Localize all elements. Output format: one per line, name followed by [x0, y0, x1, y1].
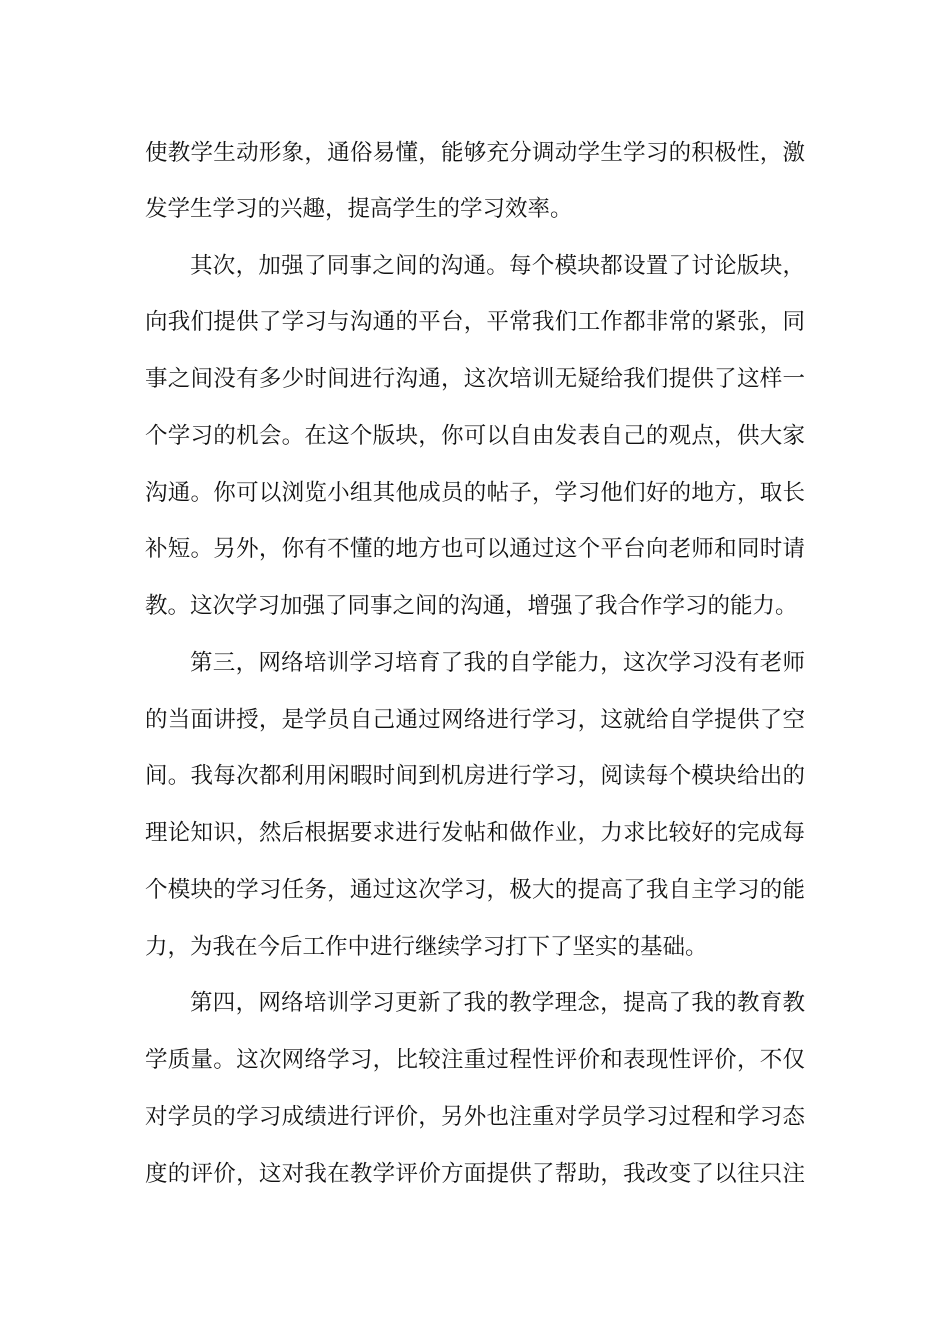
- text-line: 力，为我在今后工作中进行继续学习打下了坚实的基础。: [145, 934, 708, 960]
- text-line: 沟通。你可以浏览小组其他成员的帖子，学习他们好的地方，取长: [145, 480, 805, 506]
- text-line: 理论知识，然后根据要求进行发帖和做作业，力求比较好的完成每: [145, 820, 805, 846]
- text-line: 个学习的机会。在这个版块，你可以自由发表自己的观点，供大家: [145, 423, 805, 449]
- text-line: 个模块的学习任务，通过这次学习，极大的提高了我自主学习的能: [145, 877, 805, 903]
- text-line: 的当面讲授，是学员自己通过网络进行学习，这就给自学提供了空: [145, 707, 805, 733]
- text-line: 向我们提供了学习与沟通的平台，平常我们工作都非常的紧张，同: [145, 309, 805, 335]
- text-line: 度的评价，这对我在教学评价方面提供了帮助，我改变了以往只注: [145, 1161, 805, 1187]
- paragraph-first-line: 第三，网络培训学习培育了我的自学能力，这次学习没有老师: [190, 650, 805, 676]
- text-line: 补短。另外，你有不懂的地方也可以通过这个平台向老师和同时请: [145, 536, 805, 562]
- text-line: 发学生学习的兴趣，提高学生的学习效率。: [145, 196, 573, 222]
- text-line: 使教学生动形象，通俗易懂，能够充分调动学生学习的积极性，激: [145, 140, 805, 166]
- text-line: 教。这次学习加强了同事之间的沟通，增强了我合作学习的能力。: [145, 593, 798, 619]
- text-line: 对学员的学习成绩进行评价，另外也注重对学员学习过程和学习态: [145, 1104, 805, 1130]
- text-line: 间。我每次都利用闲暇时间到机房进行学习，阅读每个模块给出的: [145, 763, 805, 789]
- paragraph-first-line: 其次，加强了同事之间的沟通。每个模块都设置了讨论版块，: [190, 253, 805, 279]
- paragraph-first-line: 第四，网络培训学习更新了我的教学理念，提高了我的教育教: [190, 990, 805, 1016]
- text-line: 学质量。这次网络学习，比较注重过程性评价和表现性评价，不仅: [145, 1047, 805, 1073]
- text-line: 事之间没有多少时间进行沟通，这次培训无疑给我们提供了这样一: [145, 366, 805, 392]
